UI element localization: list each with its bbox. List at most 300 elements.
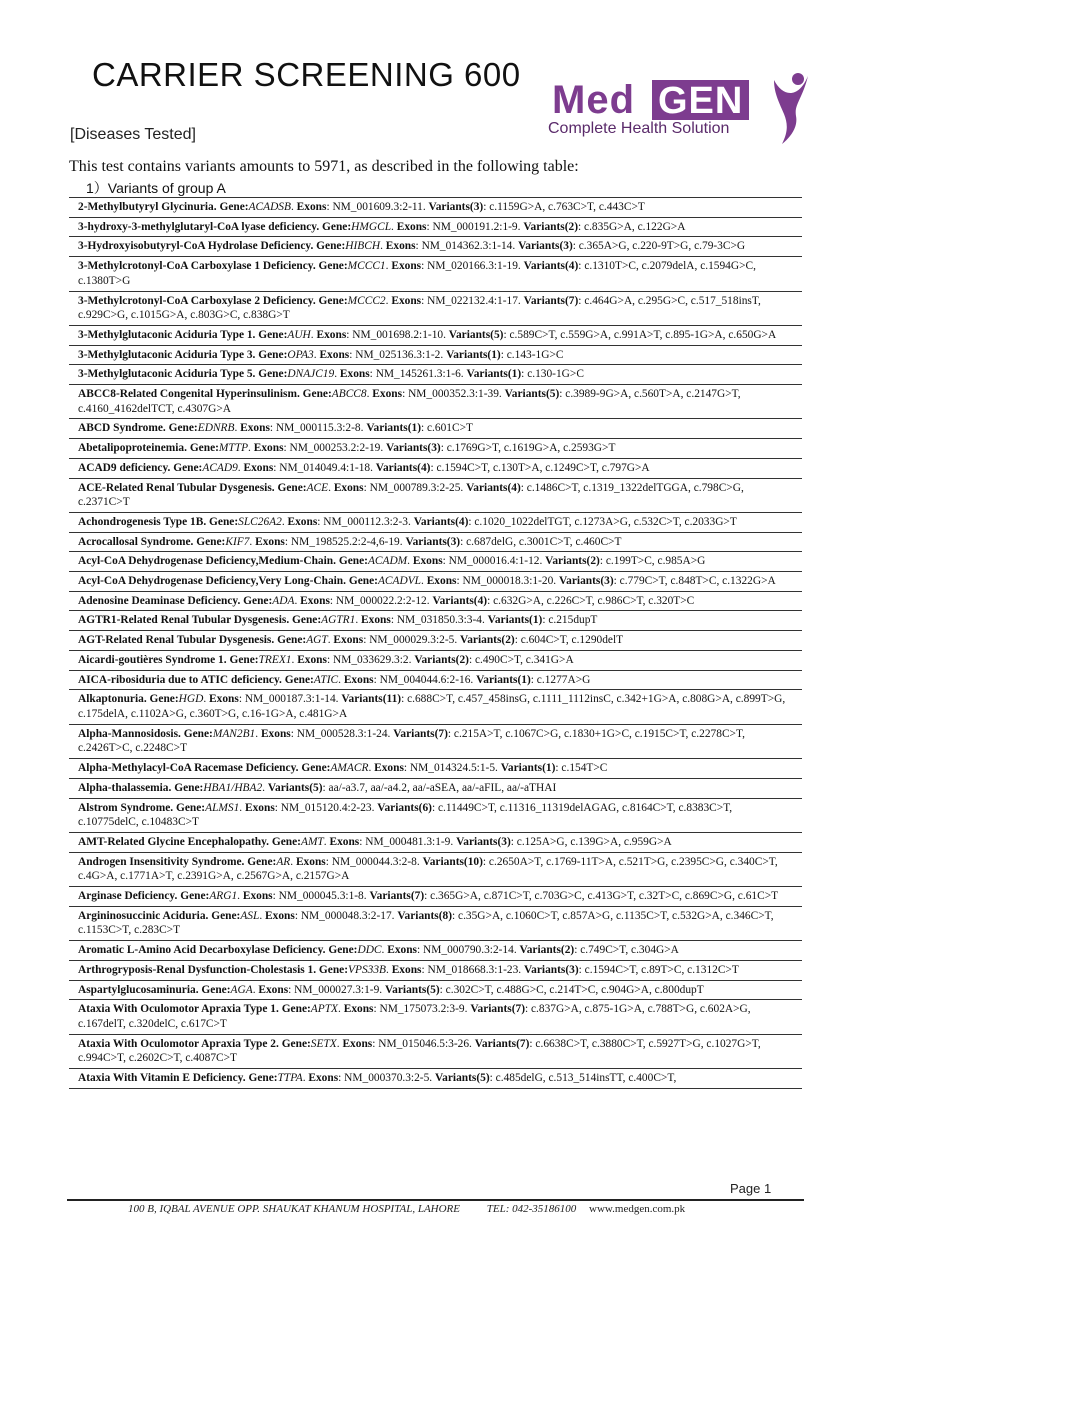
gene-label: Gene: [168,422,198,435]
exons-label: Exons [308,1072,339,1085]
disease-name: 2-Methylbutyryl Glycinuria. [78,201,217,213]
table-row: 3-Methylcrotonyl-CoA Carboxylase 1 Deficiency. Gene:MCCC1. Exons: NM_020166.3:1-19. Variants(4): c.1310T>C, c.2079delA, c.1594G>C, c.1380T>G [69,257,802,291]
exons-label: Exons [242,890,273,903]
variants-label: Variants(7) [470,1003,525,1016]
variants-list: c.688C>T, c.457_458insG, c.1111_1112insC, c.342+1G>A, c.808G>A, c.899T>G, c.175delA, c.1102A>G, c.360T>G, c.16-1G>A, c.481G>A [78,693,786,720]
variants-label-text: Variants [487,614,530,627]
exons-label: Exons [240,422,270,435]
table-row: Arginase Deficiency. Gene:ARG1. Exons: NM_000045.3:1-8. Variants(7): c.365G>A, c.871C>T, c.703G>C, c.413G>T, c.32T>C, c.869C>G, c.61C>T [69,887,802,907]
gene-symbol: AUH [287,328,311,341]
gene-symbol: ARG1 [209,890,238,903]
exons-label: Exons [245,801,275,814]
variants-list: c.1159G>A, c.763C>T, c.443C>T [489,201,645,213]
disease-name: Acrocallosal Syndrome. [78,535,194,548]
variants-label-text: Variants [500,762,543,775]
variant-count: 4 [477,594,484,607]
variant-count: 5 [549,388,556,401]
exons-value: NM_145261.3:1-6. [375,368,464,381]
variant-count: 3 [563,240,569,253]
variants-list: c.601C>T [427,422,473,435]
gene-label: Gene: [281,1003,311,1016]
exons-value: NM_025136.3:1-2. [355,348,444,361]
variants-label: Variants(3) [405,535,461,548]
footer-address: 100 B, IQBAL AVENUE OPP. SHAUKAT KHANUM HOSPITAL, LAHORE [128,1203,460,1215]
variants-label-text: Variants [405,535,447,548]
disease-name: Alkaptonuria. [78,693,147,706]
exons-label: Exons [333,634,364,647]
footer-telephone: TEL: 042-35186100 [486,1203,577,1215]
variants-list: c.837G>A, c.875-1G>A, c.788T>G, c.602A>G, c.167delT, c.320delC, c.617C>T [78,1003,751,1030]
variants-list: c.215dupT [548,614,598,627]
variants-label-text: Variants [518,240,560,253]
exons-label: Exons [260,727,291,740]
disease-name: Aspartylglucosaminuria. [78,983,199,996]
gene-label: Gene: [201,983,231,996]
variants-label-text: Variants [448,328,491,341]
exons-value: NM_000187.3:1-14. [244,693,339,706]
disease-name: Ataxia With Oculomotor Apraxia Type 1. [78,1003,279,1016]
gene-symbol: APTX [310,1003,339,1016]
variants-label: Variants(1) [476,673,531,686]
variants-label: Variants(4) [413,515,469,528]
table-row: 3-Methylglutaconic Aciduria Type 3. Gene:OPA3. Exons: NM_025136.3:1-2. Variants(1): c.143-1G>C [69,346,802,366]
exons-label: Exons [385,240,416,253]
variants-label: Variants(7) [369,890,425,903]
variant-count: 3 [431,442,437,455]
exons-value: NM_000790.3:2-14. [423,944,517,957]
variants-list: c.3989-9G>A, c.560T>A, c.2147G>T, c.4160_4162delTCT, c.4307G>A [78,388,741,415]
exons-value: NM_000528.3:1-24. [296,727,391,740]
gene-label: Gene: [277,634,307,647]
variants-list: c.490C>T, c.341G>A [474,653,574,666]
variant-count: 5 [430,983,436,996]
variant-count: 10 [467,855,480,868]
variant-count: 1 [521,673,527,686]
variants-label: Variants(4) [432,594,488,607]
variants-list: c.589C>T, c.559G>A, c.991A>T, c.895-1G>A, c.650G>A [509,328,777,341]
gene-symbol: MAN2B1 [212,727,256,740]
variants-label-text: Variants [397,909,439,922]
variant-count: 4 [420,461,427,474]
disease-name: Ataxia With Vitamin E Deficiency. [78,1072,246,1085]
page-title: CARRIER SCREENING 600 [92,56,521,93]
variants-label-text: Variants [523,294,565,307]
variants-list: c.687delG, c.3001C>T, c.460C>T [466,535,622,548]
variants-label-text: Variants [414,653,456,666]
disease-name: Alstrom Syndrome. [78,801,174,814]
gene-symbol: VPS33B [348,963,386,976]
disease-name: Adenosine Deaminase Deficiency. [78,594,241,607]
table-row: 2-Methylbutyryl Glycinuria. Gene:ACADSB. Exons: NM_001609.3:2-11. Variants(3): c.1159G>A, c.763C>T, c.443C>T [69,198,802,218]
variants-list: c.485delG, c.513_514insTT, c.400C>T, [495,1072,677,1085]
disease-name: Argininosuccinic Aciduria. [78,909,209,922]
variants-list: c.143-1G>C [506,348,564,361]
exons-value: NM_031850.3:3-4. [396,614,485,627]
exons-label: Exons [253,442,284,455]
gene-symbol: HIBCH [345,240,381,253]
variants-list: c.1486C>T, c.1319_1322delTGGA, c.798C>G, c.2371C>T [78,481,744,509]
gene-label: Gene: [180,890,210,903]
variant-count: 1 [411,422,418,435]
table-row: Arthrogryposis-Renal Dysfunction-Cholestasis 1. Gene:VPS33B. Exons: NM_018668.3:1-23. Variants(3): c.1594C>T, c.89T>C, c.1312C>T [69,961,802,981]
variants-list: c.365G>A, c.871C>T, c.703G>C, c.413G>T, c.32T>C, c.869C>G, c.61C>T [430,890,779,903]
variants-label: Variants(5) [504,388,560,401]
gene-label: Gene: [318,963,349,976]
exons-value: NM_000112.3:2-3. [323,515,411,528]
exons-value: NM_014324.5:1-5. [409,762,498,775]
disease-name: 3-Methylglutaconic Aciduria Type 3. [78,348,256,361]
variants-label: Variants(3) [524,963,579,976]
exons-label: Exons [295,855,326,868]
exons-value: NM_000045.3:1-8. [278,890,367,903]
variants-table [69,197,802,1089]
table-row: AGTR1-Related Renal Tubular Dysgenesis. Gene:AGTR1. Exons: NM_031850.3:3-4. Variants(1): c.215dupT [69,611,802,631]
variants-list: aa/-a3.7, aa/-a4.2, aa/-aSEA, aa/-aFIL, aa/-aTHAI [328,781,557,794]
gene-symbol: ACADM [367,555,408,568]
gene-symbol: EDNRB [197,422,235,435]
variants-label: Variants(11) [341,693,402,706]
variants-list: c.130-1G>C [527,368,584,381]
disease-name: 3-Methylglutaconic Aciduria Type 5. [78,368,256,381]
variant-count: 5 [313,781,319,794]
variants-list: c.2650A>T, c.1769-11T>A, c.521T>G, c.2395C>G, c.340C>T, c.4G>A, c.1771A>T, c.2391G>A, c.2567G>A, c.2157G>A [78,855,778,883]
disease-name: Arthrogryposis-Renal Dysfunction-Cholestasis 1. [78,963,317,976]
gene-label: Gene: [229,653,259,666]
variant-count: 6 [422,801,429,814]
gene-symbol: SLC26A2 [238,515,282,528]
table-row: Aicardi-goutières Syndrome 1. Gene:TREX1. Exons: NM_033629.3:2. Variants(2): c.490C>T, c.341G>A [69,651,802,671]
variants-label: Variants(2) [519,944,575,957]
table-row: Alkaptonuria. Gene:HGD. Exons: NM_000187.3:1-14. Variants(11): c.688C>T, c.457_458insG, c.1111_1112insC, c.342+1G>A, c.808G>A, c.899T>G, c.175delA, c.1102A>G, c.360T>G, c.16-1G>A, c.481G>A [69,690,802,724]
exons-value: NM_000253.2:2-19. [289,442,384,455]
variant-count: 7 [414,890,421,903]
gene-label: Gene: [258,348,288,361]
medgen-logo [548,70,818,150]
exons-value: NM_014049.4:1-18. [279,461,373,474]
gene-label: Gene: [348,575,378,588]
variants-label: Variants(10) [422,855,483,868]
variant-count: 7 [438,727,445,740]
exons-label: Exons [258,983,289,996]
gene-label: Gene: [183,727,213,740]
disease-name: ABCD Syndrome. [78,422,166,435]
gene-label: Gene: [219,201,249,213]
variant-count: 2 [568,220,575,233]
gene-symbol: AGT [306,634,328,647]
exons-label: Exons [296,201,327,213]
variants-label: Variants(2) [545,555,600,568]
table-row: 3-Methylglutaconic Aciduria Type 1. Gene:AUH. Exons: NM_001698.2:1-10. Variants(5): c.589C>T, c.559G>A, c.991A>T, c.895-1G>A, c.650G>A [69,326,802,346]
exons-value: NM_000022.2:2-12. [335,594,430,607]
exons-value: NM_015120.4:2-23. [280,801,375,814]
exons-label: Exons [387,944,417,957]
gene-symbol: ADA [272,594,295,607]
group-label: 1）Variants of group A [86,180,226,196]
footer-divider [67,1199,804,1201]
gene-label: Gene: [196,535,226,548]
exons-label: Exons [265,909,295,922]
variants-label: Variants(7) [523,294,579,307]
disease-name: Alpha-Mannosidosis. [78,727,181,740]
variants-list: c.215A>T, c.1067C>G, c.1830+1G>C, c.1915C>T, c.2278C>T, c.2426T>C, c.2248C>T [78,727,745,755]
disease-name: ABCC8-Related Congenital Hyperinsulinism. [78,388,300,401]
variants-label: Variants(5) [448,328,504,341]
gene-symbol: DDC [357,944,382,957]
gene-symbol: KIF7 [225,535,250,548]
logo-med-text: Med [552,78,635,122]
exons-label: Exons [396,220,427,233]
logo-tagline: Complete Health Solution [548,120,730,137]
exons-label: Exons [209,693,239,706]
variants-label: Variants(4) [523,260,579,273]
variants-label-text: Variants [466,481,508,494]
exons-value: NM_175073.2:3-9. [379,1003,468,1016]
variants-label: Variants(2) [414,653,469,666]
gene-symbol: ATIC [313,673,339,686]
table-row: AGT-Related Renal Tubular Dysgenesis. Gene:AGT. Exons: NM_000029.3:2-5. Variants(2): c.604C>T, c.1290delT [69,631,802,651]
exons-label: Exons [319,348,350,361]
table-row: 3-hydroxy-3-methylglutaryl-CoA lyase deficiency. Gene:HMGCL. Exons: NM_000191.2:1-9. Variants(2): c.835G>A, c.122G>A [69,218,802,238]
variants-list: c.35G>A, c.1060C>T, c.857A>G, c.1135C>T, c.532G>A, c.346C>T, c.1153C>T, c.283C>T [78,909,774,937]
variant-count: 3 [450,535,457,548]
table-row: Argininosuccinic Aciduria. Gene:ASL. Exons: NM_000048.3:2-17. Variants(8): c.35G>A, c.1060C>T, c.857A>G, c.1135C>T, c.532G>A, c.346C>T, c.1153C>T, c.283C>T [69,907,802,941]
variants-label: Variants(5) [385,983,440,996]
gene-symbol: AR [276,855,291,868]
disease-name: Androgen Insensitivity Syndrome. [78,855,245,868]
exons-label: Exons [391,963,422,976]
disease-name: AMT-Related Glycine Encephalopathy. [78,835,270,848]
exons-value: NM_022132.4:1-17. [427,294,521,307]
variants-label-text: Variants [428,201,470,213]
disease-name: 3-hydroxy-3-methylglutaryl-CoA lyase deficiency. [78,220,320,233]
variants-label: Variants(8) [397,909,452,922]
variants-label: Variants(1) [500,762,556,775]
disease-name: Achondrogenesis Type 1B. [78,515,207,528]
variant-count: 8 [442,909,449,922]
gene-label: Gene: [318,260,348,273]
exons-label: Exons [255,535,285,548]
table-row: Achondrogenesis Type 1B. Gene:SLC26A2. Exons: NM_000112.3:2-3. Variants(4): c.1020_1022delTGT, c.1273A>G, c.532C>T, c.2033G>T [69,513,802,533]
table-row: Aspartylglucosaminuria. Gene:AGA. Exons: NM_000027.3:1-9. Variants(5): c.302C>T, c.488G>C, c.214T>C, c.904G>A, c.800dupT [69,981,802,1001]
variants-list: c.464G>A, c.295G>C, c.517_518insT, c.929C>G, c.1015G>A, c.803G>C, c.838G>T [78,294,761,322]
exons-label: Exons [391,294,422,307]
variants-list: c.1310T>C, c.2079delA, c.1594G>C, c.1380T>G [78,260,756,287]
exons-value: NM_000044.3:2-8. [331,855,420,868]
variants-label-text: Variants [432,594,474,607]
exons-label: Exons [426,575,457,588]
variant-count: 7 [519,1037,526,1050]
gene-label: Gene: [302,388,332,401]
variant-count: 1 [532,614,539,627]
gene-label: Gene: [277,481,307,494]
table-row: Adenosine Deaminase Deficiency. Gene:ADA. Exons: NM_000022.2:2-12. Variants(4): c.632G>A, c.226C>T, c.986C>T, c.320T>C [69,592,802,612]
exons-label: Exons [412,555,443,568]
variant-count: 3 [569,963,575,976]
gene-symbol: ACE [306,481,329,494]
table-row: Alstrom Syndrome. Gene:ALMS1. Exons: NM_015120.4:2-23. Variants(6): c.11449C>T, c.11316_11319delAGAG, c.8164C>T, c.8383C>T, c.10775delC, c.10483C>T [69,799,802,833]
gene-label: Gene: [281,1037,311,1050]
exons-label: Exons [316,328,347,341]
variants-label-text: Variants [523,260,565,273]
disease-name: Ataxia With Oculomotor Apraxia Type 2. [78,1037,279,1050]
gene-label: Gene: [248,1072,278,1085]
gene-label: Gene: [322,220,352,233]
variant-count: 3 [473,201,480,213]
variant-count: 5 [493,328,500,341]
exons-value: NM_000016.4:1-12. [448,555,543,568]
gene-label: Gene: [149,693,179,706]
variants-label: Variants(3) [518,240,573,253]
gene-symbol: MCCC1 [347,260,386,273]
table-row: Ataxia With Oculomotor Apraxia Type 1. Gene:APTX. Exons: NM_175073.2:3-9. Variants(7): c.837G>A, c.875-1G>A, c.788T>G, c.602A>G, c.167delT, c.320delC, c.617C>T [69,1000,802,1034]
gene-symbol: ACADSB [248,201,291,213]
variant-count: 2 [564,944,571,957]
variants-list: c.1277A>G [536,673,591,686]
variant-count: 3 [604,575,610,588]
gene-symbol: HGD [178,693,204,706]
variants-list: c.6638C>T, c.3880C>T, c.5927T>G, c.1027G>T, c.994C>T, c.2602C>T, c.4087C>T [78,1037,761,1065]
variant-count: 2 [459,653,466,666]
footer-website: www.medgen.com.pk [589,1203,686,1215]
table-row: AMT-Related Glycine Encephalopathy. Gene:AMT. Exons: NM_000481.3:1-9. Variants(3): c.125A>G, c.139G>A, c.959G>A [69,833,802,853]
variant-count: 1 [545,762,552,775]
gene-symbol: ALMS1 [205,801,240,814]
gene-symbol: AMACR [330,762,369,775]
exons-value: NM_000027.3:1-9. [294,983,383,996]
variants-list: c.1020_1022delTGT, c.1273A>G, c.532C>T, c.2033G>T [474,515,737,528]
table-row: Acrocallosal Syndrome. Gene:KIF7. Exons: NM_198525.2:2-4,6-19. Variants(3): c.687delG, c.3001C>T, c.460C>T [69,533,802,553]
exons-value: NM_001609.3:2-11. [332,201,426,213]
table-row: ABCC8-Related Congenital Hyperinsulinism. Gene:ABCC8. Exons: NM_000352.3:1-39. Variants(5): c.3989-9G>A, c.560T>A, c.2147G>T, c.4160_4162delTCT, c.4307G>A [69,385,802,419]
disease-name: AGT-Related Renal Tubular Dysgenesis. [78,634,275,647]
gene-label: Gene: [174,781,204,794]
variants-list: c.749C>T, c.304G>A [580,944,679,957]
variants-list: c.1594C>T, c.89T>C, c.1312C>T [584,963,739,976]
table-row: Acyl-CoA Dehydrogenase Deficiency,Very Long-Chain. Gene:ACADVL. Exons: NM_000018.3:1-20. Variants(3): c.779C>T, c.848T>C, c.1322G>A [69,572,802,592]
gene-label: Gene: [243,594,273,607]
exons-label: Exons [329,835,360,848]
gene-symbol: ABCC8 [331,388,367,401]
variants-label-text: Variants [460,634,502,647]
gene-label: Gene: [338,555,368,568]
exons-value: NM_000481.3:1-9. [365,835,454,848]
variants-label: Variants(1) [487,614,543,627]
disease-name: Abetalipoproteinemia. [78,442,187,455]
variant-count: 4 [568,260,575,273]
variants-label-text: Variants [375,461,418,474]
exons-value: NM_001698.2:1-10. [352,328,446,341]
variants-label-text: Variants [470,1003,512,1016]
variants-label: Variants(5) [435,1072,490,1085]
variants-label: Variants(4) [375,461,431,474]
table-row: 3-Methylglutaconic Aciduria Type 5. Gene:DNAJC19. Exons: NM_145261.3:1-6. Variants(1): c.130-1G>C [69,365,802,385]
variants-label-text: Variants [474,1037,517,1050]
gene-symbol: AMT [300,835,324,848]
variants-list: c.154T>C [561,762,608,775]
variants-label: Variants(3) [456,835,511,848]
variants-label: Variants(6) [377,801,432,814]
variants-label-text: Variants [377,801,419,814]
disease-name: ACE-Related Renal Tubular Dysgenesis. [78,481,275,494]
exons-value: NM_000789.3:2-25. [369,481,464,494]
disease-name: Arginase Deficiency. [78,890,178,903]
variants-label-text: Variants [341,693,383,706]
exons-label: Exons [374,762,404,775]
table-row: Ataxia With Vitamin E Deficiency. Gene:TTPA. Exons: NM_000370.3:2-5. Variants(5): c.485delG, c.513_514insTT, c.400C>T, [69,1069,802,1089]
disease-name: ACAD9 deficiency. [78,461,171,474]
gene-symbol: MCCC2 [347,294,386,307]
variants-list: c.1594C>T, c.130T>A, c.1249C>T, c.797G>A [436,461,650,474]
variants-list: c.1769G>T, c.1619G>A, c.2593G>T [446,442,616,455]
disease-name: Alpha-Methylacyl-CoA Racemase Deficiency. [78,762,299,775]
variants-label-text: Variants [385,983,427,996]
variants-label: Variants(3) [559,575,614,588]
variants-label-text: Variants [456,835,498,848]
variant-count: 11 [386,693,398,706]
logo-gen-text: GEN [652,80,749,120]
gene-label: Gene: [292,614,322,627]
table-row: Ataxia With Oculomotor Apraxia Type 2. Gene:SETX. Exons: NM_015046.5:3-26. Variants(7): c.6638C>T, c.3880C>T, c.5927T>G, c.1027G>T, c.994C>T, c.2602C>T, c.4087C>T [69,1035,802,1069]
footer [128,1203,685,1215]
variant-count: 7 [568,294,575,307]
exons-value: NM_014362.3:1-14. [421,240,516,253]
exons-label: Exons [300,594,330,607]
gene-symbol: MTTP [218,442,249,455]
gene-label: Gene: [301,762,331,775]
variants-label: Variants(1) [366,422,421,435]
intro-text: This test contains variants amounts to 5971, as described in the following table: [69,158,579,175]
variants-label: Variants(3) [428,201,484,213]
table-row: AICA-ribosiduria due to ATIC deficiency. Gene:ATIC. Exons: NM_004044.6:2-16. Variants(1): c.1277A>G [69,671,802,691]
variants-list: c.11449C>T, c.11316_11319delAGAG, c.8164C>T, c.8383C>T, c.10775delC, c.10483C>T [78,801,733,829]
exons-value: NM_020166.3:1-19. [427,260,521,273]
exons-label: Exons [333,481,364,494]
variants-label-text: Variants [446,348,488,361]
variants-label: Variants(3) [386,442,441,455]
exons-value: NM_198525.2:2-4,6-19. [290,535,403,548]
gene-symbol: OPA3 [287,348,314,361]
disease-name: Acyl-CoA Dehydrogenase Deficiency,Very Long-Chain. [78,575,346,588]
variant-count: 2 [505,634,511,647]
gene-symbol: HBA1/HBA2 [203,781,263,794]
variants-label: Variants(7) [474,1037,530,1050]
table-row: Abetalipoproteinemia. Gene:MTTP. Exons: NM_000253.2:2-19. Variants(3): c.1769G>T, c.1619G>A, c.2593G>T [69,439,802,459]
exons-value: NM_000018.3:1-20. [462,575,557,588]
table-row: ACE-Related Renal Tubular Dysgenesis. Gene:ACE. Exons: NM_000789.3:2-25. Variants(4): c.1486C>T, c.1319_1322delTGGA, c.798C>G, c.2371C>T [69,479,802,513]
exons-label: Exons [342,1037,373,1050]
disease-name: Aicardi-goutières Syndrome 1. [78,653,227,666]
variants-list: c.199T>C, c.985A>G [605,555,706,568]
gene-label: Gene: [209,515,239,528]
table-row: ACAD9 deficiency. Gene:ACAD9. Exons: NM_014049.4:1-18. Variants(4): c.1594C>T, c.130T>A, c.1249C>T, c.797G>A [69,459,802,479]
exons-label: Exons [297,653,327,666]
exons-value: NM_000191.2:1-9. [432,220,521,233]
disease-name: 3-Methylglutaconic Aciduria Type 1. [78,328,256,341]
gene-symbol: SETX [310,1037,337,1050]
variants-label-text: Variants [545,555,587,568]
exons-label: Exons [339,368,370,381]
gene-symbol: AGTR1 [321,614,356,627]
variants-label-text: Variants [466,368,508,381]
variants-label: Variants(4) [466,481,521,494]
gene-symbol: AGA [230,983,253,996]
exons-label: Exons [343,673,374,686]
variants-list: c.632G>A, c.226C>T, c.986C>T, c.320T>C [493,594,695,607]
gene-label: Gene: [258,328,288,341]
exons-value: NM_000115.3:2-8. [275,422,364,435]
gene-label: Gene: [258,368,288,381]
exons-value: NM_015046.5:3-26. [378,1037,472,1050]
